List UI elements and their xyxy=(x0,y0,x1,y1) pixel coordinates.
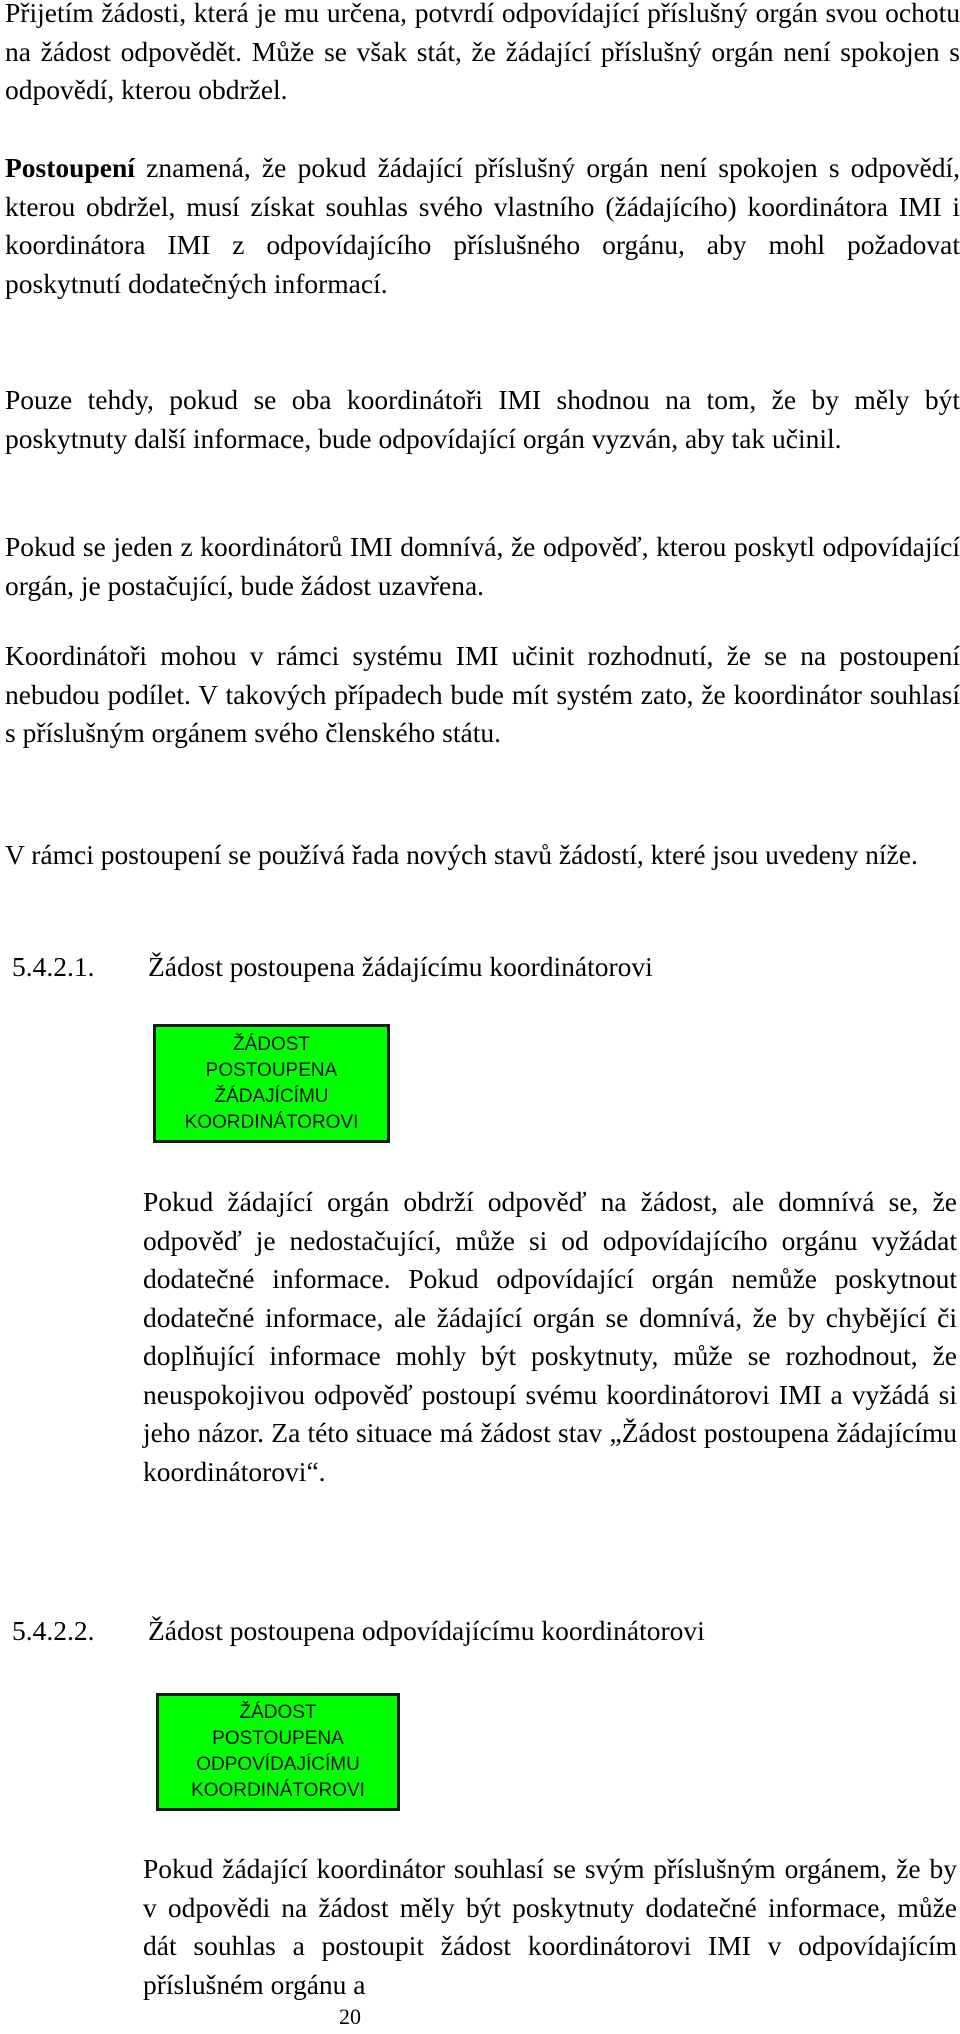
paragraph-postoupeni-definition xyxy=(5,149,960,303)
paragraph-section-5-4-2-2-body: Pokud žádající koordinátor souhlasí se svým příslušným orgánem, že by v odpovědi na žádost měly být poskytnuty dodatečné informace, může dát souhlas a postoupit žádost koordinátorovi IMI v odpovídajícím příslušném orgánu a xyxy=(143,1853,957,2000)
status-badge-label: ŽÁDOST POSTOUPENA ŽÁDAJÍCÍMU KOORDINÁTOROVI xyxy=(184,1033,359,1133)
page-number: 20 xyxy=(339,2004,361,2029)
status-badge-label: ŽÁDOST POSTOUPENA ODPOVÍDAJÍCÍMU KOORDINÁTOROVI xyxy=(191,1702,365,1801)
status-badge-responding-coordinator xyxy=(156,1693,400,1811)
term-postoupeni: Postoupení xyxy=(5,152,135,183)
section-number: 5.4.2.1. xyxy=(12,951,95,982)
paragraph-coordinators-agree: Pouze tehdy, pokud se oba koordinátoři IMI shodnou na tom, že by měly být poskytnuty další informace, bude odpovídající orgán vyzván, aby tak učinil. xyxy=(5,384,960,454)
section-title: Žádost postoupena žádajícímu koordinátorovi xyxy=(148,951,653,982)
section-heading-5-4-2-2 xyxy=(12,1612,705,1650)
paragraph-intro: Přijetím žádosti, která je mu určena, potvrdí odpovídající příslušný orgán svou ochotu na žádost odpovědět. Může se však stát, že žádající příslušný orgán není spokojen s odpovědí, kterou obdržel. xyxy=(5,0,960,105)
paragraph-coordinators-decision: Koordinátoři mohou v rámci systému IMI učinit rozhodnutí, že se na postoupení nebudou podílet. V takových případech bude mít systém zato, že koordinátor souhlasí s příslušným orgánem svého členského státu. xyxy=(5,640,960,748)
paragraph-postoupeni-text: znamená, že pokud žádající příslušný orgán není spokojen s odpovědí, kterou obdržel, musí získat souhlas svého vlastního (žádajícího) koordinátora IMI i koordinátora IMI z odpovídajícího příslušného orgánu, aby mohl požadovat poskytnutí dodatečných informací. xyxy=(5,152,960,299)
section-title: Žádost postoupena odpovídajícímu koordinátorovi xyxy=(148,1615,705,1646)
paragraph-new-states: V rámci postoupení se používá řada nových stavů žádostí, které jsou uvedeny níže. xyxy=(5,839,918,870)
paragraph-request-closed: Pokud se jeden z koordinátorů IMI domnívá, že odpověď, kterou poskytl odpovídající orgán, je postačující, bude žádost uzavřena. xyxy=(5,531,960,601)
status-badge-requesting-coordinator xyxy=(153,1024,390,1143)
section-heading-5-4-2-1 xyxy=(12,948,653,986)
section-number: 5.4.2.2. xyxy=(12,1615,95,1646)
paragraph-section-5-4-2-1-body: Pokud žádající orgán obdrží odpověď na žádost, ale domnívá se, že odpověď je nedostačující, může si od odpovídajícího orgánu vyžádat dodatečné informace. Pokud odpovídající orgán nemůže poskytnout dodatečné informace, ale žádající orgán se domnívá, že by chybějící či doplňující informace mohly být poskytnuty, může se rozhodnout, že neuspokojivou odpověď postoupí svému koordinátorovi IMI a vyžádá si jeho názor. Za této situace má žádost stav „Žádost postoupena žádajícímu koordinátorovi“. xyxy=(143,1186,957,1487)
